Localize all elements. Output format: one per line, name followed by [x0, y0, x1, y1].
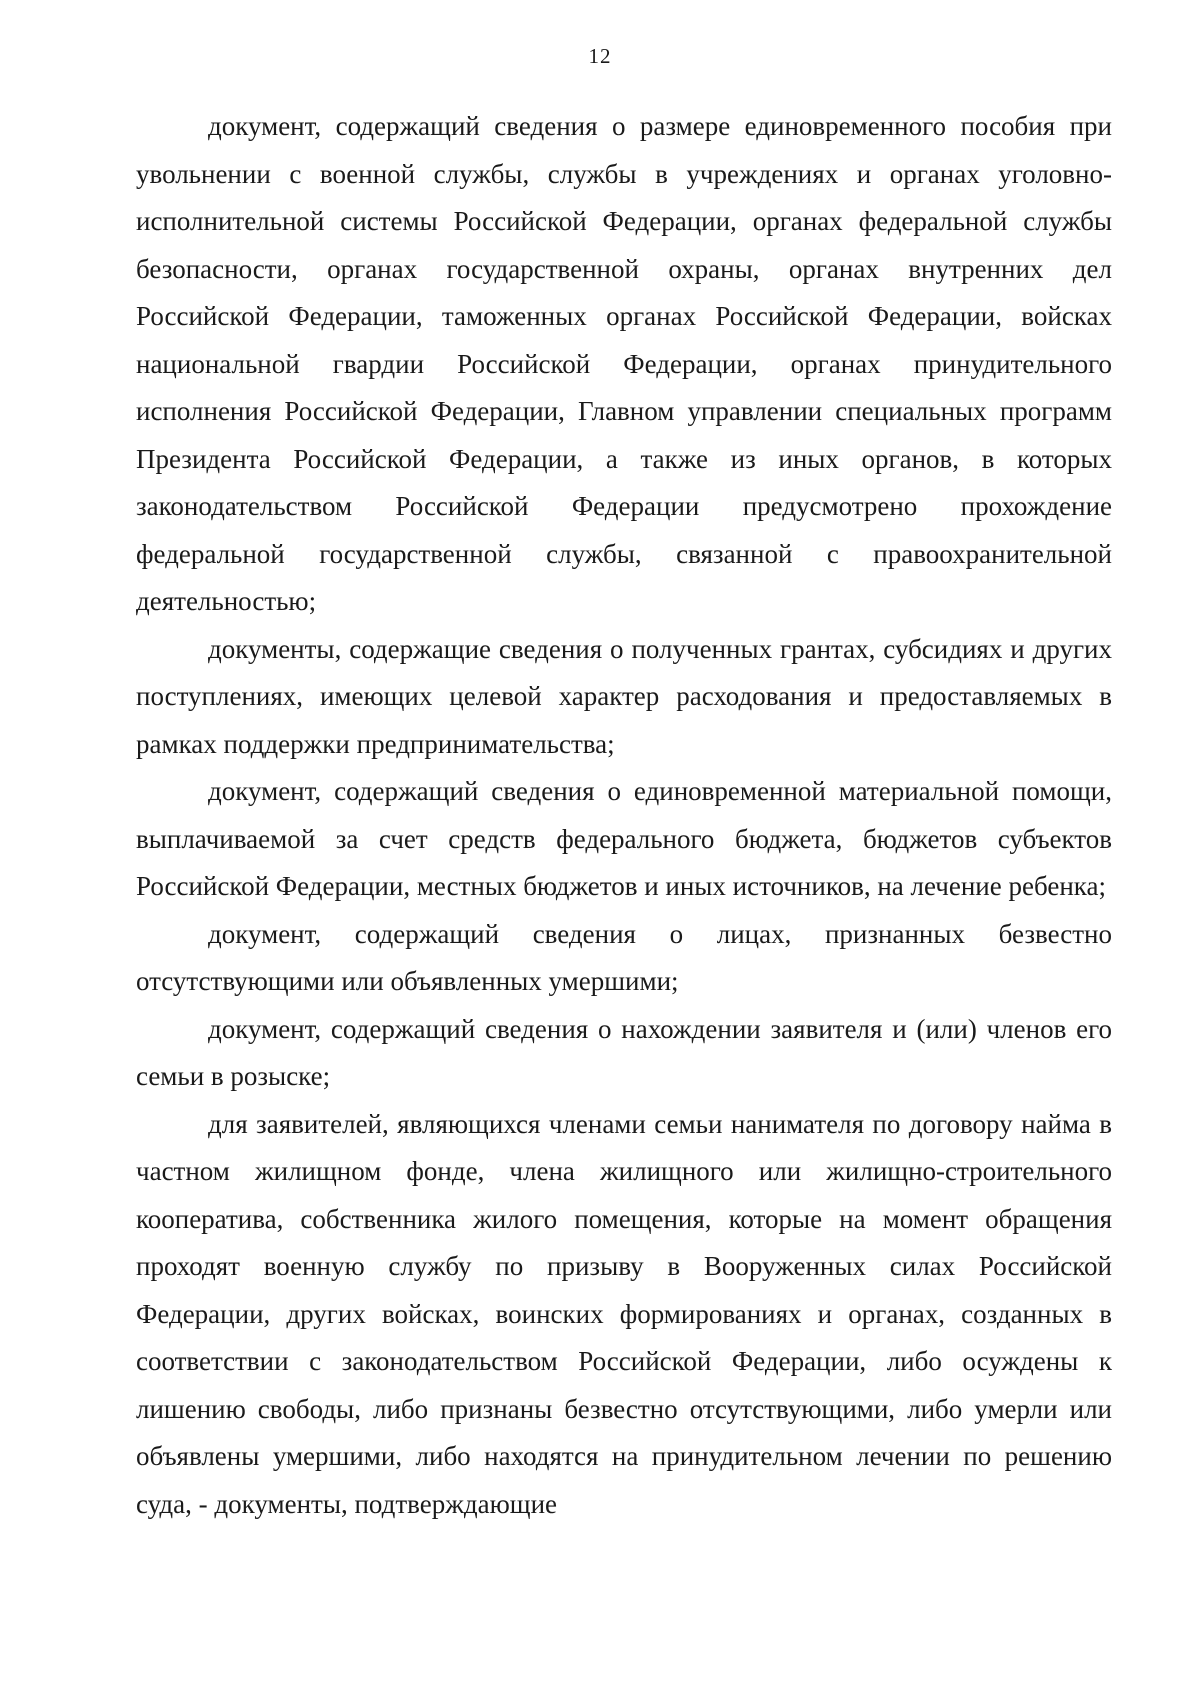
paragraph-material-aid: документ, содержащий сведения о единовременной материальной помощи, выплачиваемой за счет средств федерального бюджета, бюджетов субъектов Российской Федерации, местных бюджетов и иных источников, на лечение ребенка; [136, 776, 1112, 901]
page-number: 12 [588, 44, 612, 68]
paragraph-grants-subsidies: документы, содержащие сведения о полученных грантах, субсидиях и других поступлениях, имеющих целевой характер расходования и предоставляемых в рамках поддержки предпринимательства; [136, 633, 1112, 759]
paragraph-missing-persons: документ, содержащий сведения о лицах, признанных безвестно отсутствующими или объявленных умершими; [136, 918, 1112, 996]
document-body [136, 103, 1112, 1528]
paragraph-family-members: для заявителей, являющихся членами семьи нанимателя по договору найма в частном жилищном фонде, члена жилищного или жилищно-строительного кооператива, собственника жилого помещения, которые на момент обращения проходят военную службу по призыву в Вооруженных силах Российской Федерации, других войсках, воинских формированиях и органах, созданных в соответствии с законодательством Российской Федерации, либо осуждены к лишению свободы, либо признаны безвестно отсутствующими, либо умерли или объявлены умершими, либо находятся на принудительном лечении по решению суда, - документы, подтверждающие [136, 1108, 1112, 1519]
paragraph-lump-sum-benefit: документ, содержащий сведения о размере единовременного пособия при увольнении с военной службы, службы в учреждениях и органах уголовно-исполнительной системы Российской Федерации, органах федеральной службы безопасности, органах государственной охраны, органах внутренних дел Российской Федерации, таможенных органах Российской Федерации, войсках национальной гвардии Российской Федерации, органах принудительного исполнения Российской Федерации, Главном управлении специальных программ Президента Российской Федерации, а также из иных органов, в которых законодательством Российской Федерации предусмотрено прохождение федеральной государственной службы, связанной с правоохранительной деятельностью; [136, 111, 1112, 616]
paragraph-wanted-status: документ, содержащий сведения о нахождении заявителя и (или) членов его семьи в розыске; [136, 1013, 1112, 1091]
